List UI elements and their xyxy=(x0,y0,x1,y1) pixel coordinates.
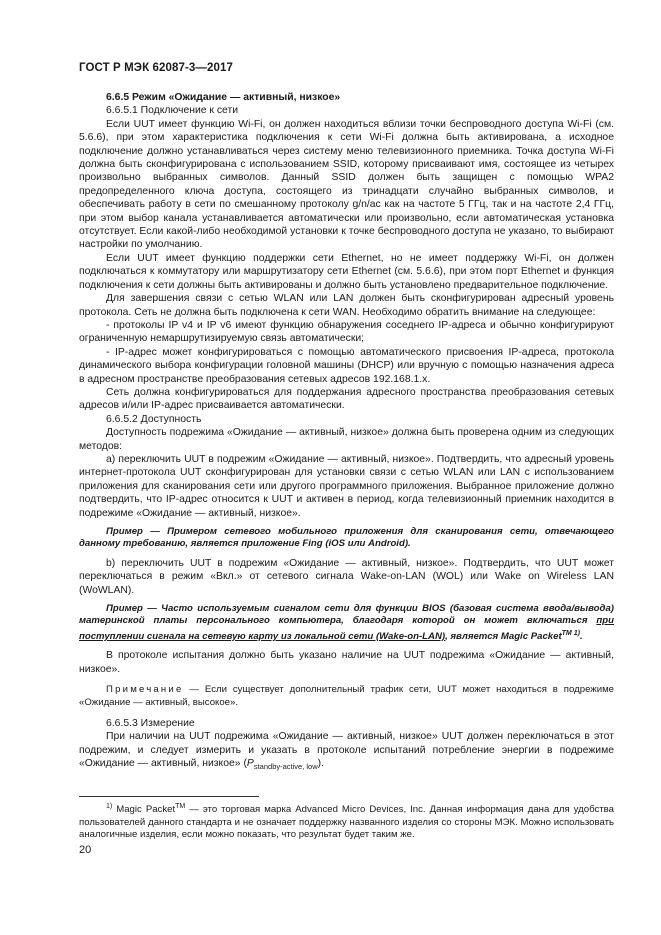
footnote xyxy=(79,801,614,841)
power-subscript: standby-active, low xyxy=(253,762,318,772)
measurement-end: ). xyxy=(317,758,324,770)
method-b: b) переключить UUT в подрежим «Ожидание — активный, низкое». Подтвердить, что UUT может переключаться в режим «Вкл.» от сетевого сигнала Wake-on-LAN (WOL) или Wake on Wireless LAN (WoWLAN). xyxy=(79,557,614,596)
example-period: . xyxy=(579,631,583,643)
footnote-mark: 1) xyxy=(106,803,113,810)
subsection-title-network: 6.6.5.1 Подключение к сети xyxy=(106,105,239,117)
example-label: Пример xyxy=(106,526,143,537)
list-item-ip-protocols: - протоколы IP v4 и IP v6 имеют функцию обнаружения соседнего IP-адреса и обычно конфигурируют ограниченную немаршрутизируемую связь автоматически; xyxy=(79,319,614,345)
footnote-text-b: — это торговая марка Advanced Micro Devices, Inc. Данная информация дана для удобства пользователей данного стандарта и не означает поддержку названного изделия со стороны МЭК. Можно использовать аналогичные изделия, если можно показать, что результат будет таким же. xyxy=(79,804,614,840)
paragraph-report: В протоколе испытания должно быть указано наличие на UUT подрежима «Ожидание — активный, низкое». xyxy=(79,650,614,675)
example-note-wol xyxy=(79,603,614,643)
note-label: Примечание xyxy=(106,684,184,696)
paragraph-wifi: Если UUT имеет функцию Wi-Fi, он должен находиться вблизи точки беспроводного доступа Wi-Fi (см. 5.6.6), при этом характеристика подключения к сети Wi-Fi должна быть активирована, а исходное подключение должно устанавливаться через систему меню телевизионного приемника. Точка доступа Wi-Fi должна быть сконфигурирована с использованием SSID, которому присваивают имя, состоящее из четырех произвольно выбранных символов. Данный SSID должен быть защищен с помощью WPA2 предопределенного ключа доступа, состоящего из тринадцати случайно выбранных символов, и обеспечивать работу в сети по смешанному протоколу g/n/ac как на частоте 5 ГГц, так и на частоте 2,4 ГГц, при этом выбор канала устанавливается автоматически или произвольно, если автоматическая установка отсутствует. Если какой-либо необходимой установки к точке беспроводного доступа не указано, то выбирают настройки по умолчанию. xyxy=(79,118,614,251)
example-text: — Часто используемым сигналом сети для функции BIOS (базовая система ввода/вывода) материнской платы персонального компьютера, благодаря которой он может включаться xyxy=(79,603,614,627)
subsection-title-measurement: 6.6.5.3 Измерение xyxy=(106,718,195,730)
paragraph-measurement xyxy=(79,730,614,773)
measurement-text: При наличии на UUT подрежима «Ожидание — активный, низкое» UUT должен переключаться в этот подрежим, и следует измерить и указать в протоколе испытаний потребление энергии в подрежиме «Ожидание — активный, низкое» ( xyxy=(79,731,614,770)
list-item-ip-address: - IP-адрес может конфигурироваться с помощью автоматического присвоения IP-адреса, протокола динамического выбора конфигурации головной машины (DHCP) или вручную с помощью назначения адреса в адресном пространстве преобразования сетевых адресов 192.168.1.x. xyxy=(79,346,614,385)
subsection-title-availability: 6.6.5.2 Доступность xyxy=(106,413,202,425)
example-note-fing xyxy=(79,526,614,551)
note-block xyxy=(79,684,614,709)
example-text: — Примером сетевого мобильного приложения для сканирования сети, отвечающего данному требованию, является приложение Fing (iOS или Android). xyxy=(79,526,614,550)
note-text: — Если существует дополнительный трафик сети, UUT может находиться в подрежиме «Ожидание — активный, высокое». xyxy=(79,684,614,708)
footnote-tm: TM xyxy=(175,803,186,810)
footnote-divider xyxy=(79,796,259,797)
example-label: Пример xyxy=(106,603,143,615)
paragraph-ethernet: Если UUT имеет функцию поддержки сети Ethernet, но не имеет поддержку Wi-Fi, он должен подключаться к коммутатору или маршрутизатору сети Ethernet (см. 5.6.6), при этом порт Ethernet и функция подключения к сети должны быть активированы и должно быть установлено предварительное подключение. xyxy=(79,252,614,291)
paragraph-availability: Доступность подрежима «Ожидание — активный, низкое» должна быть проверена одним из следующих методов: xyxy=(79,427,614,452)
paragraph-address-layer: Для завершения связи с сетью WLAN или LAN должен быть сконфигурирован адресный уровень протокола. Сеть не должна быть подключена к сети WAN. Необходимо обратить внимание на следующее: xyxy=(79,293,614,318)
paragraph-network-config: Сеть должна конфигурироваться для поддержания адресного пространства преобразования сетевых адресов и/или IP-адрес присваивается автоматически. xyxy=(79,386,614,412)
document-header: ГОСТ Р МЭК 62087-3—2017 xyxy=(79,62,233,74)
trademark-footnote-mark: TM 1) xyxy=(561,629,580,637)
document-body xyxy=(79,91,614,774)
footnote-text-a: Magic Packet xyxy=(112,804,176,816)
example-text-underlined: при поступлении сигнала на сетевую карту из локальной сети (Wake-on-LAN) xyxy=(79,615,614,643)
example-text-end: , является Magic Packet xyxy=(445,631,562,643)
method-a: а) переключить UUT в подрежим «Ожидание — активный, низкое». Подтвердить, что адресный уровень интернет-протокола UUT сконфигурирован для установки связи с сетью WLAN или LAN с использованием приложения для сканирования сети или другого программного приложения. Выбранное приложение должно подтвердить, что IP-адрес относится к UUT и активен в период, когда телевизионный приемник находится в подрежиме «Ожидание — активный, низкое». xyxy=(79,453,614,519)
section-title: 6.6.5 Режим «Ожидание — активный, низкое» xyxy=(106,92,341,103)
power-symbol: P xyxy=(246,758,254,770)
page-number: 20 xyxy=(79,844,92,856)
